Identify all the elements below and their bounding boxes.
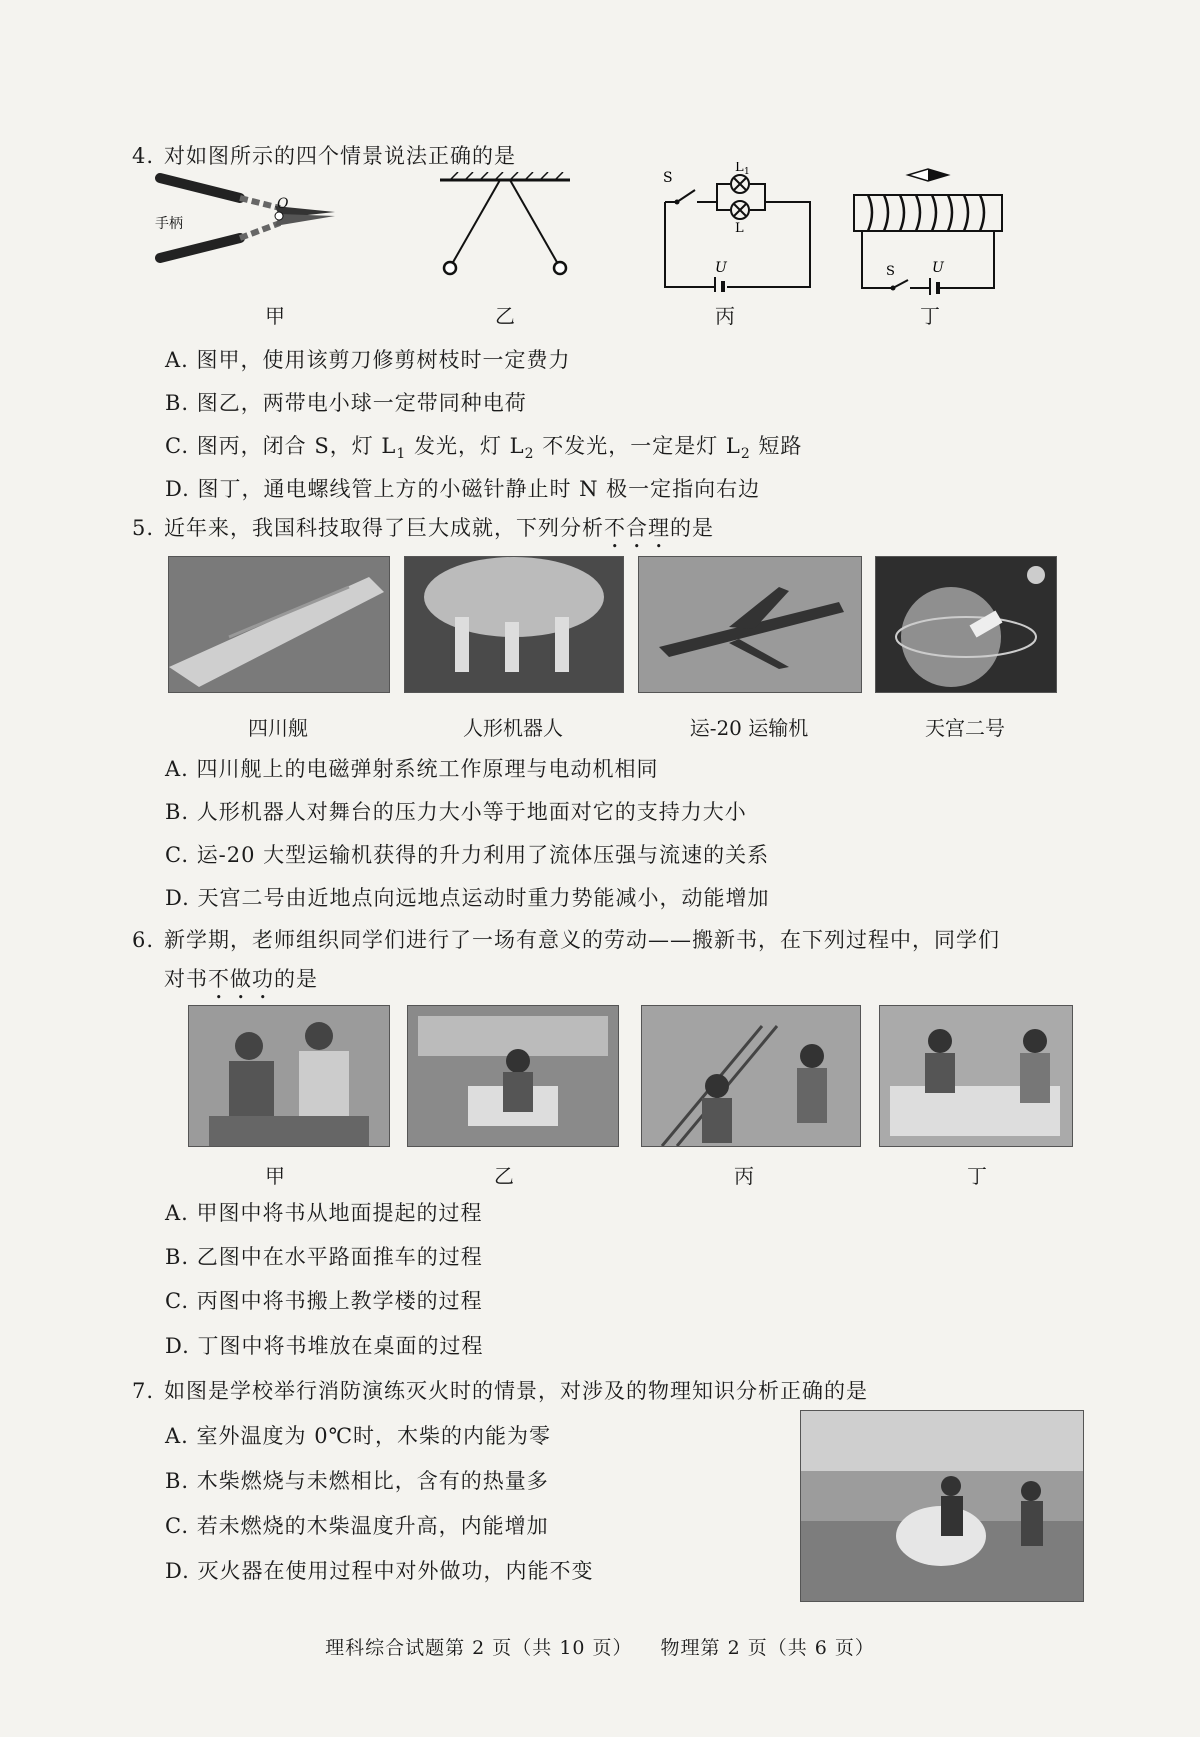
pivot-label: O [277, 196, 289, 212]
photo-humanoid-robot [404, 556, 624, 693]
photo-caption: 丁 [967, 1164, 987, 1188]
question-4-title [132, 140, 516, 170]
q5-option-b: B. 人形机器人对舞台的压力大小等于地面对它的支持力大小 [165, 800, 747, 824]
q7-option-b: B. 木柴燃烧与未燃相比，含有的热量多 [165, 1469, 549, 1493]
source-label: U [932, 260, 944, 276]
photo-y20-transport [638, 556, 862, 693]
photo-caption: 四川舰 [248, 716, 308, 740]
lamp1-subscript: 1 [744, 167, 750, 177]
photo-fire-drill [800, 1410, 1084, 1602]
q6-option-a: A. 甲图中将书从地面提起的过程 [165, 1201, 483, 1225]
photo-caption: 甲 [265, 1164, 285, 1188]
photo-sichuan-ship [168, 556, 390, 693]
lamp2-label: L [735, 221, 744, 236]
question-text: 对如图所示的四个情景说法正确的是 [164, 144, 516, 168]
question-5-title: 5. 近年来，我国科技取得了巨大成就，下列分析不合理的是 [132, 516, 714, 540]
circuit-drawing [655, 162, 815, 292]
q4-option-b: B. 图乙，两带电小球一定带同种电荷 [165, 391, 527, 415]
q6-option-b: B. 乙图中在水平路面推车的过程 [165, 1245, 483, 1269]
source-label: U [715, 260, 727, 276]
photo-jia-lifting-books [188, 1005, 390, 1147]
figure-caption: 丁 [920, 304, 940, 328]
figure-ding-solenoid [848, 160, 1008, 295]
photo-tiangong-2 [875, 556, 1057, 693]
photo-caption: 人形机器人 [463, 716, 563, 740]
q7-option-a: A. 室外温度为 0℃时，木柴的内能为零 [165, 1424, 552, 1448]
page-footer [0, 1633, 1200, 1660]
question-7-title: 7. 如图是学校举行消防演练灭火时的情景，对涉及的物理知识分析正确的是 [132, 1379, 868, 1403]
emphasis-text: 不做功 [208, 967, 274, 991]
q6-option-d: D. 丁图中将书堆放在桌面的过程 [165, 1334, 484, 1358]
figure-caption: 甲 [265, 304, 285, 328]
footer-total-page: 理科综合试题第 2 页（共 10 页） [325, 1637, 633, 1659]
photo-caption: 运-20 运输机 [689, 716, 809, 740]
photo-caption: 天宫二号 [925, 716, 1005, 740]
figure-caption: 乙 [495, 304, 515, 328]
q5-option-a: A. 四川舰上的电磁弹射系统工作原理与电动机相同 [165, 757, 659, 781]
photo-yi-pushing-cart [407, 1005, 619, 1147]
solenoid-drawing [848, 160, 1008, 295]
question-6-title: 6. 新学期，老师组织同学们进行了一场有意义的劳动——搬新书，在下列过程中，同学们 [132, 928, 1000, 952]
photo-caption: 丙 [734, 1164, 754, 1188]
footer-physics-page: 物理第 2 页（共 6 页） [660, 1637, 875, 1659]
q7-option-c: C. 若未燃烧的木柴温度升高，内能增加 [165, 1514, 549, 1538]
figure-bing-circuit [655, 162, 815, 292]
handle-label: 手柄 [155, 216, 183, 232]
q4-option-d: D. 图丁，通电螺线管上方的小磁针静止时 N 极一定指向右边 [165, 477, 761, 501]
switch-label: S [886, 264, 895, 279]
figure-caption: 丙 [715, 304, 735, 328]
switch-label: S [663, 170, 673, 186]
q4-option-c: C. 图丙，闭合 S，灯 $L_1$ 发光，灯 $L_2$ 不发光，一定是灯 $L_2$ 短路 [165, 434, 803, 463]
emphasis-text: 不合理 [604, 516, 670, 540]
photo-ding-desk-stacking [879, 1005, 1073, 1147]
q7-option-d: D. 灭火器在使用过程中对外做功，内能不变 [165, 1559, 594, 1583]
figure-jia-shears [155, 168, 355, 278]
q5-option-c: C. 运-20 大型运输机获得的升力利用了流体压强与流速的关系 [165, 843, 770, 867]
charged-balls-drawing [430, 172, 580, 282]
shears-drawing [155, 168, 355, 278]
lamp1-label: L [735, 162, 744, 175]
photo-caption: 乙 [494, 1164, 514, 1188]
question-6-title-line2: 对书不做功的是 [164, 967, 318, 991]
q6-option-c: C. 丙图中将书搬上教学楼的过程 [165, 1289, 483, 1313]
figure-yi-charged-balls [430, 172, 580, 282]
q4-option-a: A. 图甲，使用该剪刀修剪树枝时一定费力 [165, 348, 571, 372]
q5-option-d: D. 天宫二号由近地点向远地点运动时重力势能减小，动能增加 [165, 886, 770, 910]
question-number: 4. [132, 144, 155, 168]
photo-bing-stairs [641, 1005, 861, 1147]
